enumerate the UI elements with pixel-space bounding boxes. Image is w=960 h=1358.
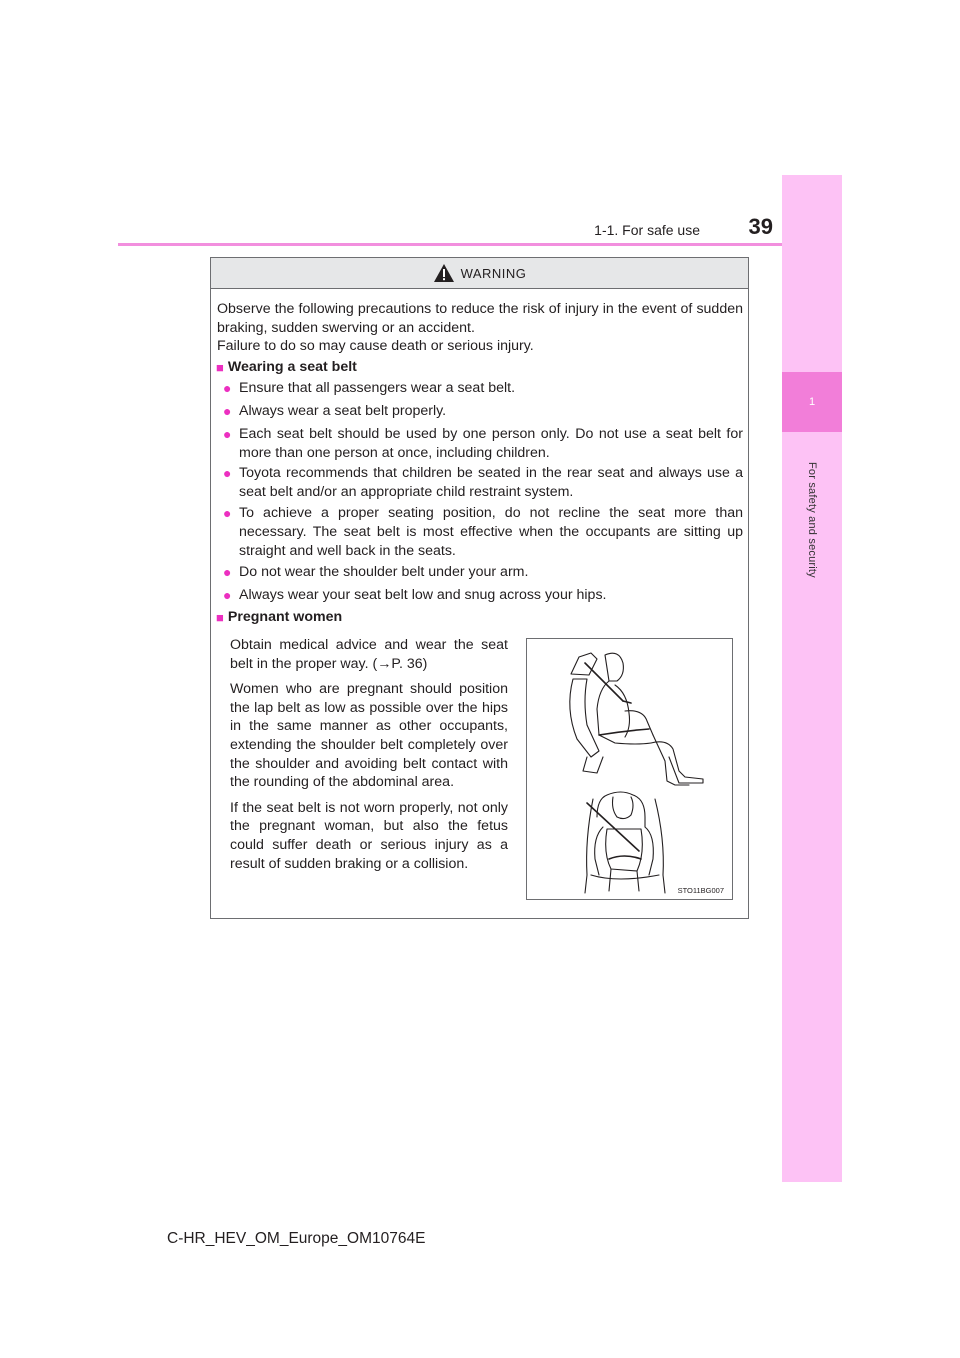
warning-intro xyxy=(217,300,743,356)
warning-triangle-icon xyxy=(433,263,455,283)
circle-bullet-icon: ● xyxy=(223,465,232,481)
list-item-text: To achieve a proper seating position, do not recline the seat more than necessary. The seat belt is most effective when the occupants are sitting up straight and well back in the seats. xyxy=(239,505,743,559)
header-rule xyxy=(118,243,782,246)
page-number: 39 xyxy=(748,214,773,239)
circle-bullet-icon: ● xyxy=(223,564,232,580)
list-item xyxy=(223,402,743,421)
list-item xyxy=(223,464,743,502)
pregnant-paragraph: If the seat belt is not worn properly, not only the pregnant woman, but also the fetus could suffer death or serious injury as a result of sudden braking or a collision. xyxy=(230,799,508,872)
chapter-number: 1 xyxy=(782,372,842,432)
warning-title: WARNING xyxy=(460,265,527,281)
list-item xyxy=(223,586,743,605)
pregnant-heading-text: Pregnant women xyxy=(227,609,343,625)
circle-bullet-icon: ● xyxy=(223,426,232,442)
seatbelt-illustration-drawing xyxy=(527,639,732,899)
list-item xyxy=(223,504,743,561)
circle-bullet-icon: ● xyxy=(223,403,232,419)
section-title: 1-1. For safe use xyxy=(594,222,700,238)
pregnant-paragraph: Obtain medical advice and wear the seat belt in the proper way. (→P. 36) xyxy=(230,637,508,672)
figure-code: STO11BG007 xyxy=(677,886,724,895)
list-item xyxy=(223,379,743,398)
chapter-title: For safety and security xyxy=(806,462,818,578)
warning-header xyxy=(211,258,748,289)
intro-paragraph: Failure to do so may cause death or serious injury. xyxy=(217,338,534,354)
list-item xyxy=(223,563,743,582)
list-item-text: Do not wear the shoulder belt under your arm. xyxy=(239,564,529,580)
pregnant-text xyxy=(230,636,508,880)
warning-box xyxy=(210,257,749,919)
seat-belt-heading xyxy=(216,359,357,375)
circle-bullet-icon: ● xyxy=(223,505,232,521)
intro-paragraph: Observe the following precautions to reduce the risk of injury in the event of sudden braking, sudden swerving or an accident. xyxy=(217,301,743,336)
pregnant-seatbelt-illustration xyxy=(526,638,733,900)
list-item-text: Always wear a seat belt properly. xyxy=(239,403,447,419)
circle-bullet-icon: ● xyxy=(223,380,232,396)
list-item-text: Each seat belt should be used by one person only. Do not use a seat belt for more than one person at once, including children. xyxy=(239,426,743,461)
seat-belt-heading-text: Wearing a seat belt xyxy=(227,359,357,375)
square-bullet-icon: ■ xyxy=(216,609,224,625)
manual-code: C-HR_HEV_OM_Europe_OM10764E xyxy=(167,1230,426,1247)
list-item xyxy=(223,425,743,463)
list-item-text: Ensure that all passengers wear a seat belt. xyxy=(239,380,516,396)
side-tab xyxy=(782,175,842,1182)
pregnant-paragraph: Women who are pregnant should position the lap belt as low as possible over the hips in the same manner as other occupants, extending the shoulder belt completely over the shoulder and avoiding belt contact with the rounding of the abdominal area. xyxy=(230,681,508,791)
circle-bullet-icon: ● xyxy=(223,587,232,603)
pregnant-heading xyxy=(216,609,342,625)
square-bullet-icon: ■ xyxy=(216,359,224,375)
list-item-text: Always wear your seat belt low and snug across your hips. xyxy=(239,587,607,603)
list-item-text: Toyota recommends that children be seated in the rear seat and always use a seat belt and/or an appropriate child restraint system. xyxy=(239,465,743,500)
